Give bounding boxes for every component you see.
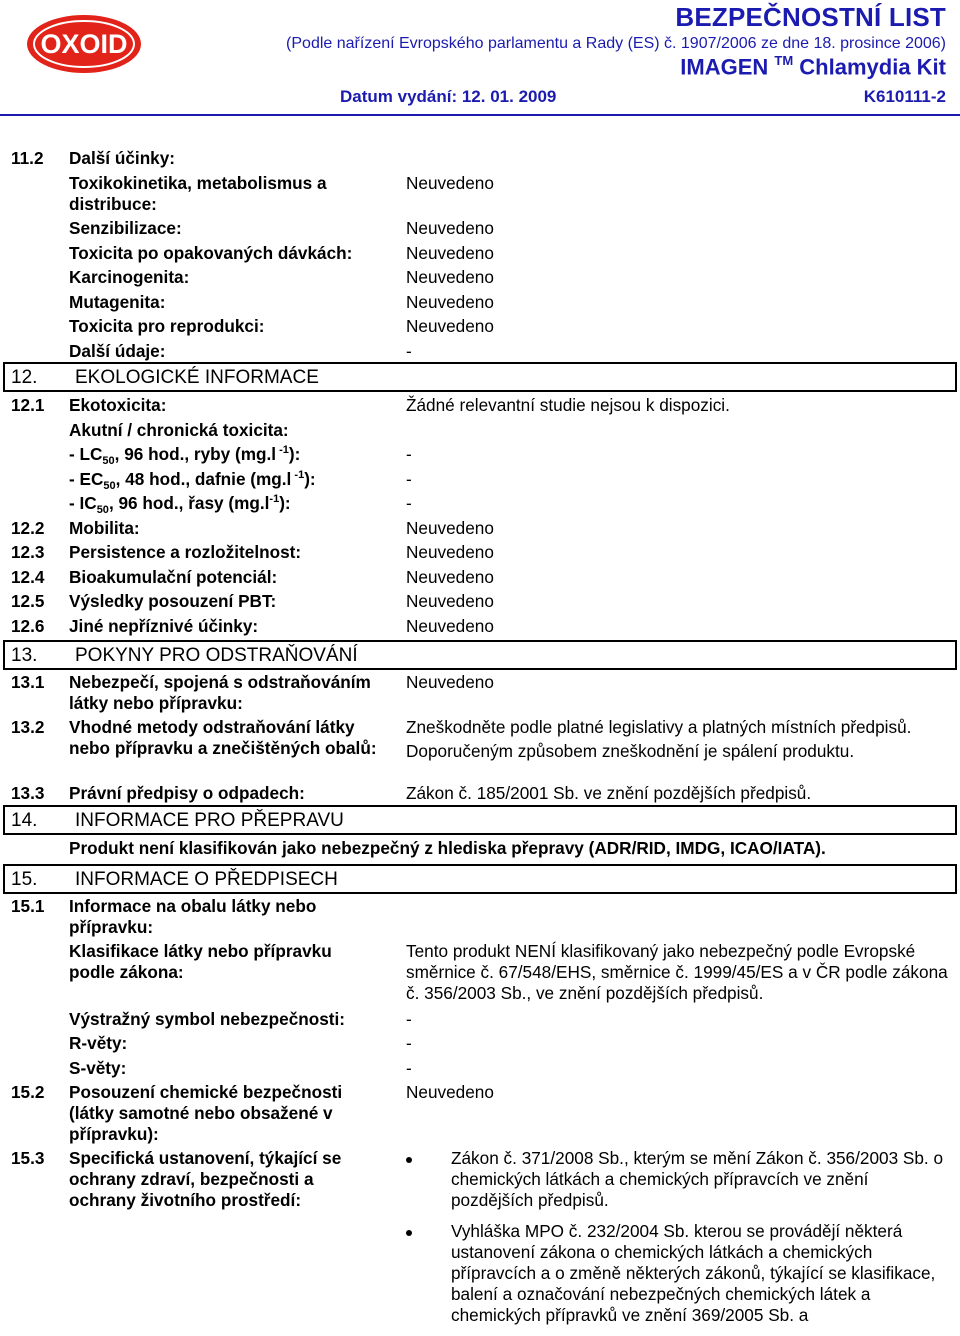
row-label: Výstražný symbol nebezpečnosti: bbox=[69, 1008, 346, 1029]
row-value: - bbox=[406, 468, 412, 489]
list-item bbox=[406, 1148, 951, 1211]
ec-prefix: - EC bbox=[69, 468, 104, 489]
trademark-mark: TM bbox=[774, 53, 794, 68]
row-value: Neuvedeno bbox=[406, 1082, 494, 1102]
row-ec50 bbox=[0, 469, 960, 494]
section-number: 15.3 bbox=[11, 1148, 45, 1168]
section-title: EKOLOGICKÉ INFORMACE bbox=[75, 366, 319, 388]
section-number: 15. bbox=[11, 868, 38, 890]
ic-text: , 96 hod., řasy (mg.l bbox=[108, 493, 270, 513]
row-value: Neuvedeno bbox=[406, 671, 494, 692]
list-item-text: Vyhláška MPO č. 232/2004 Sb. kterou se provádějí některá ustanovení zákona o chemických látkách a chemických přípravcích a o změně některých zákonů, týkající se klasifikace, balení a označování nebezpečných chemických látek a chemických přípravků ve znění 369/2005 Sb. a bbox=[451, 1221, 936, 1325]
section-number: 12.5 bbox=[11, 591, 45, 611]
row-label: Persistence a rozložitelnost: bbox=[69, 542, 302, 562]
row-label: Toxikokinetika, metabolismus a distribuce: bbox=[69, 173, 327, 214]
section-number: 12.4 bbox=[11, 566, 45, 587]
row-12-6 bbox=[0, 616, 960, 640]
row-value: Tento produkt NENÍ klasifikovaný jako nebezpečný podle Evropské směrnice č. 67/548/EHS, směrnice č. 1999/45/ES a v ČR podle zákona č. 356/2003 Sb., ve znění pozdějších předpisů. bbox=[406, 940, 948, 1003]
row-value: - bbox=[406, 1057, 412, 1078]
row-value: Neuvedeno bbox=[406, 566, 494, 587]
section-number: 11.2 bbox=[11, 148, 44, 168]
regulation-list bbox=[406, 1148, 951, 1336]
row-label bbox=[69, 444, 399, 468]
regulation-note: (Podle nařízení Evropského parlamentu a Rady (ES) č. 1907/2006 ze dne 18. prosince 2006) bbox=[286, 35, 946, 52]
section-number: 15.1 bbox=[11, 895, 45, 916]
section-13-header bbox=[3, 640, 957, 670]
ec-superscript: -1 bbox=[291, 468, 305, 481]
row-14-text bbox=[0, 838, 960, 864]
row-s-vety bbox=[0, 1058, 960, 1083]
ic-prefix: - IC bbox=[69, 493, 97, 513]
ec-suffix: ): bbox=[304, 468, 316, 489]
row-label: Klasifikace látky nebo přípravku podle zákona: bbox=[69, 940, 332, 982]
product-name bbox=[680, 54, 946, 80]
row-karcinogenita bbox=[0, 267, 960, 292]
row-label: Nebezpečí, spojená s odstraňováním látky nebo přípravku: bbox=[69, 671, 371, 713]
row-label: Toxicita po opakovaných dávkách: bbox=[69, 242, 353, 263]
section-number: 12.3 bbox=[11, 542, 45, 562]
product-code: K610111-2 bbox=[863, 87, 946, 106]
section-number: 13.2 bbox=[11, 716, 45, 737]
row-value: - bbox=[406, 340, 412, 361]
row-value: Neuvedeno bbox=[406, 615, 494, 636]
section-15-header bbox=[3, 864, 957, 894]
row-toxicita-reprodukce bbox=[0, 316, 960, 341]
row-label: Akutní / chronická toxicita: bbox=[69, 419, 289, 440]
row-value: Zneškodněte podle platné legislativy a platných místních předpisů. bbox=[406, 716, 912, 737]
document-header bbox=[0, 0, 960, 120]
row-akutni-toxicita bbox=[0, 420, 960, 445]
row-toxicita-opakovane bbox=[0, 243, 960, 268]
ec-text: , 48 hod., dafnie (mg.l bbox=[115, 468, 292, 489]
section-number: 14. bbox=[11, 809, 38, 831]
row-11-2 bbox=[0, 148, 960, 173]
row-label: Vhodné metody odstraňování látky nebo přípravku a znečištěných obalů: bbox=[69, 716, 377, 758]
row-label: Posouzení chemické bezpečnosti (látky samotné nebo obsažené v přípravku): bbox=[69, 1082, 343, 1144]
row-label: Specifická ustanovení, týkající se ochrany zdraví, bezpečnosti a ochrany životního prostředí: bbox=[69, 1148, 342, 1210]
ic-subscript: 50 bbox=[96, 504, 109, 516]
list-item bbox=[406, 1221, 951, 1326]
section-title: INFORMACE O PŘEDPISECH bbox=[75, 868, 338, 890]
row-value: - bbox=[406, 444, 412, 464]
lc-text: , 96 hod., ryby (mg.l bbox=[114, 444, 277, 464]
lc-prefix: - LC bbox=[69, 444, 103, 464]
row-label bbox=[69, 469, 399, 493]
oxoid-logo bbox=[26, 14, 142, 74]
row-value: Neuvedeno bbox=[406, 517, 494, 538]
row-12-3 bbox=[0, 542, 960, 567]
section-title: INFORMACE PRO PŘEPRAVU bbox=[75, 809, 344, 831]
row-12-5 bbox=[0, 591, 960, 616]
row-value: Neuvedeno bbox=[406, 173, 494, 193]
row-value: Neuvedeno bbox=[406, 218, 494, 238]
row-value: Neuvedeno bbox=[406, 267, 494, 287]
section-title: POKYNY PRO ODSTRAŇOVÁNÍ bbox=[75, 644, 358, 666]
section-number: 15.2 bbox=[11, 1082, 45, 1102]
row-label: Toxicita pro reprodukci: bbox=[69, 316, 265, 336]
row-label: Informace na obalu látky nebo přípravku: bbox=[69, 895, 317, 937]
lc-suffix: ): bbox=[288, 444, 301, 464]
row-label: Senzibilizace: bbox=[69, 218, 182, 238]
document-title: BEZPEČNOSTNÍ LIST bbox=[675, 2, 946, 32]
ic-suffix: ): bbox=[279, 493, 291, 513]
section-number: 13. bbox=[11, 644, 38, 666]
row-label: Jiné nepříznivé účinky: bbox=[69, 615, 259, 636]
bullet-icon bbox=[406, 1157, 412, 1163]
lc-superscript: -1 bbox=[276, 444, 289, 456]
row-label: Výsledky posouzení PBT: bbox=[69, 591, 277, 611]
row-mutagenita bbox=[0, 292, 960, 317]
bullet-icon bbox=[406, 1230, 412, 1236]
row-label: Karcinogenita: bbox=[69, 267, 190, 287]
section-number: 12.6 bbox=[11, 615, 45, 636]
row-13-1 bbox=[0, 672, 960, 717]
row-ic50 bbox=[0, 493, 960, 518]
section-14-header bbox=[3, 805, 957, 835]
row-15-2 bbox=[0, 1082, 960, 1148]
row-label: Mutagenita: bbox=[69, 291, 166, 312]
row-value: Zákon č. 185/2001 Sb. ve znění pozdějších předpisů. bbox=[406, 782, 812, 803]
lc-subscript: 50 bbox=[102, 455, 115, 467]
issue-date: Datum vydání: 12. 01. 2009 bbox=[340, 87, 557, 106]
row-15-3 bbox=[0, 1148, 960, 1328]
row-label: R-věty: bbox=[69, 1033, 128, 1053]
list-item-text: Zákon č. 371/2008 Sb., kterým se mění Zákon č. 356/2003 Sb. o chemických látkách a chemických přípravcích ve znění pozdějších předpisů. bbox=[451, 1148, 944, 1210]
row-value: - bbox=[406, 493, 412, 513]
section-number: 12.1 bbox=[11, 394, 45, 415]
row-value: Žádné relevantní studie nejsou k dispozici. bbox=[406, 394, 730, 415]
product-name-main: IMAGEN bbox=[680, 54, 769, 80]
row-value: - bbox=[406, 1008, 412, 1029]
row-value: Neuvedeno bbox=[406, 591, 494, 611]
row-value: Neuvedeno bbox=[406, 542, 494, 562]
row-12-2 bbox=[0, 518, 960, 543]
header-divider bbox=[0, 114, 960, 116]
row-label: Další údaje: bbox=[69, 340, 166, 361]
row-label: Ekotoxicita: bbox=[69, 394, 167, 415]
row-value: - bbox=[406, 1033, 412, 1053]
row-value-2: Doporučeným způsobem zneškodnění je spálení produktu. bbox=[406, 740, 855, 761]
row-label: Právní předpisy o odpadech: bbox=[69, 782, 305, 803]
row-13-3 bbox=[0, 783, 960, 805]
row-label bbox=[69, 493, 399, 517]
row-label: S-věty: bbox=[69, 1057, 127, 1078]
row-lc50 bbox=[0, 444, 960, 469]
row-klasifikace bbox=[0, 941, 960, 1009]
oxoid-logo-graphic bbox=[26, 14, 142, 74]
row-label: Další účinky: bbox=[69, 148, 176, 168]
row-value: Neuvedeno bbox=[406, 291, 494, 312]
row-label: Bioakumulační potenciál: bbox=[69, 566, 278, 587]
row-vystrazny-symbol bbox=[0, 1009, 960, 1034]
section-number: 12.2 bbox=[11, 517, 45, 538]
document-body bbox=[0, 148, 960, 1328]
row-13-2 bbox=[0, 717, 960, 783]
row-15-1 bbox=[0, 896, 960, 941]
row-12-4 bbox=[0, 567, 960, 592]
section-number: 13.3 bbox=[11, 782, 45, 803]
section-number: 13.1 bbox=[11, 671, 45, 692]
ec-subscript: 50 bbox=[103, 479, 116, 492]
ic-superscript: -1 bbox=[269, 493, 280, 505]
row-dalsi-udaje bbox=[0, 341, 960, 362]
transport-statement: Produkt není klasifikován jako nebezpečný z hlediska přepravy (ADR/RID, IMDG, ICAO/IATA). bbox=[69, 837, 826, 858]
row-toxikokinetika bbox=[0, 173, 960, 218]
row-senzibilizace bbox=[0, 218, 960, 243]
logo-text: OXOID bbox=[40, 29, 128, 59]
row-r-vety bbox=[0, 1033, 960, 1058]
product-name-suffix: Chlamydia Kit bbox=[799, 54, 946, 80]
row-12-1 bbox=[0, 395, 960, 420]
section-12-header bbox=[3, 362, 957, 392]
row-value: Neuvedeno bbox=[406, 316, 494, 336]
section-number: 12. bbox=[11, 366, 38, 388]
row-label: Mobilita: bbox=[69, 517, 140, 538]
row-value: Neuvedeno bbox=[406, 242, 494, 263]
